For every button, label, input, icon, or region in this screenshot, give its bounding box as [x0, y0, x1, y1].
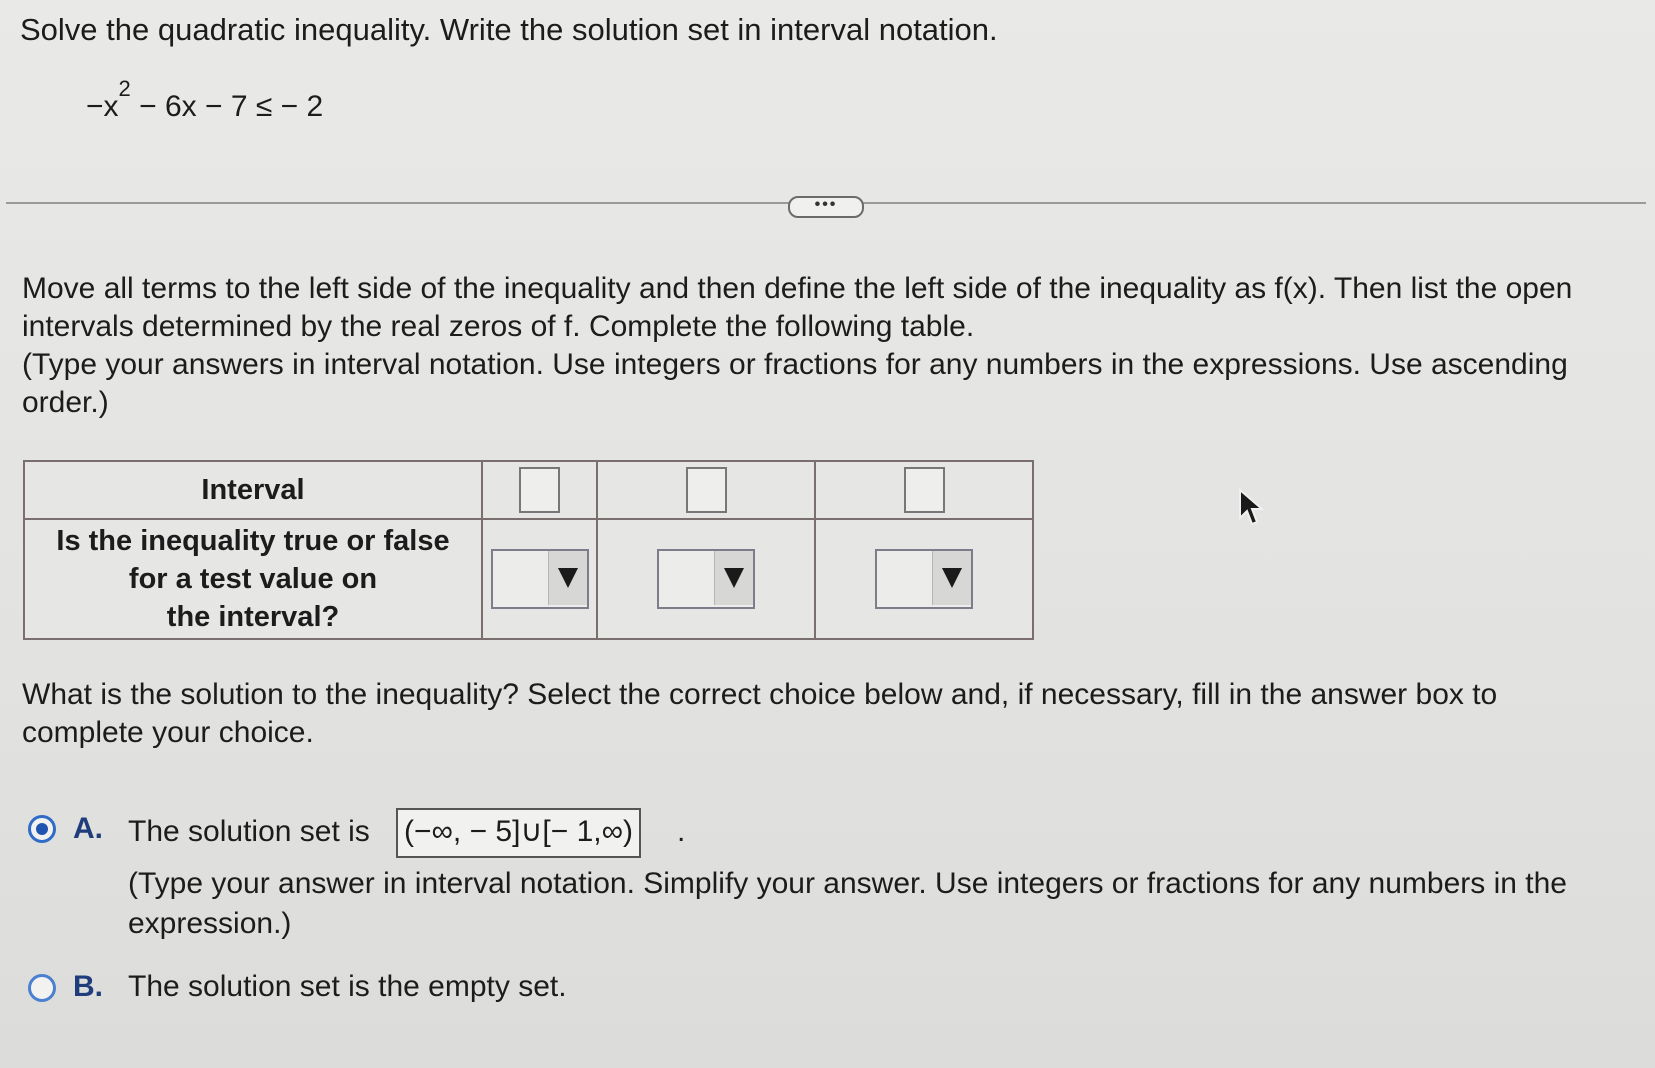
- choice-a-letter: A.: [73, 812, 103, 845]
- mouse-pointer-icon: [1238, 488, 1266, 528]
- table-row-interval: [24, 461, 1033, 519]
- choice-b-letter: B.: [73, 970, 103, 1003]
- instructions-main: Move all terms to the left side of the inequality and then define the left side of the inequality as f(x). Then list the open intervals determined by the real zeros of f. Complete the following table.: [22, 272, 1573, 343]
- interval-header: Interval: [24, 461, 482, 519]
- interval-table: [23, 460, 1034, 640]
- choice-b-text: The solution set is the empty set.: [128, 970, 567, 1003]
- truth-row-label: [24, 519, 482, 639]
- choice-a-radio[interactable]: [28, 815, 56, 843]
- choice-b-radio[interactable]: [28, 974, 56, 1002]
- interval-cell-3: [815, 461, 1033, 519]
- choice-a-period: .: [677, 815, 686, 848]
- interval-input-1[interactable]: [519, 467, 560, 513]
- solution-answer-input[interactable]: (−∞, − 5]∪[− 1,∞): [396, 808, 641, 858]
- step-instructions: [22, 270, 1642, 422]
- truth-select-1[interactable]: [491, 549, 589, 609]
- choice-a-text: The solution set is: [128, 815, 370, 848]
- interval-cell-2: [597, 461, 815, 519]
- instructions-hint: (Type your answers in interval notation. Use integers or fractions for any numbers in the expressions. Use ascending order.): [22, 348, 1568, 419]
- solution-question: What is the solution to the inequality? Select the correct choice below and, if necessary, fill in the answer box to complete your choice.: [22, 678, 1498, 749]
- truth-cell-3: [815, 519, 1033, 639]
- equation-lead: −x: [86, 90, 119, 123]
- choice-a-hint: (Type your answer in interval notation. Simplify your answer. Use integers or fractions for any numbers in the expression.): [128, 867, 1567, 940]
- triangle-down-icon[interactable]: [714, 551, 753, 605]
- question-title: Solve the quadratic inequality. Write the solution set in interval notation.: [20, 12, 998, 47]
- inequality-equation: [86, 76, 324, 124]
- truth-cell-1: [482, 519, 597, 639]
- truth-label-line-2: for a test value on: [128, 563, 378, 595]
- triangle-down-icon[interactable]: [932, 551, 971, 605]
- expand-more-button[interactable]: •••: [788, 196, 864, 218]
- truth-cell-2: [597, 519, 815, 639]
- truth-select-2[interactable]: [657, 549, 755, 609]
- equation-exponent: 2: [118, 76, 131, 101]
- truth-label-line-1: Is the inequality true or false: [56, 525, 450, 557]
- truth-label-line-3: the interval?: [166, 601, 340, 633]
- triangle-down-icon[interactable]: [548, 551, 587, 605]
- truth-select-3[interactable]: [875, 549, 973, 609]
- equation-rest: − 6x − 7 ≤ − 2: [139, 90, 324, 123]
- interval-cell-1: [482, 461, 597, 519]
- interval-input-3[interactable]: [904, 467, 945, 513]
- interval-input-2[interactable]: [686, 467, 727, 513]
- table-row-truth: [24, 519, 1033, 639]
